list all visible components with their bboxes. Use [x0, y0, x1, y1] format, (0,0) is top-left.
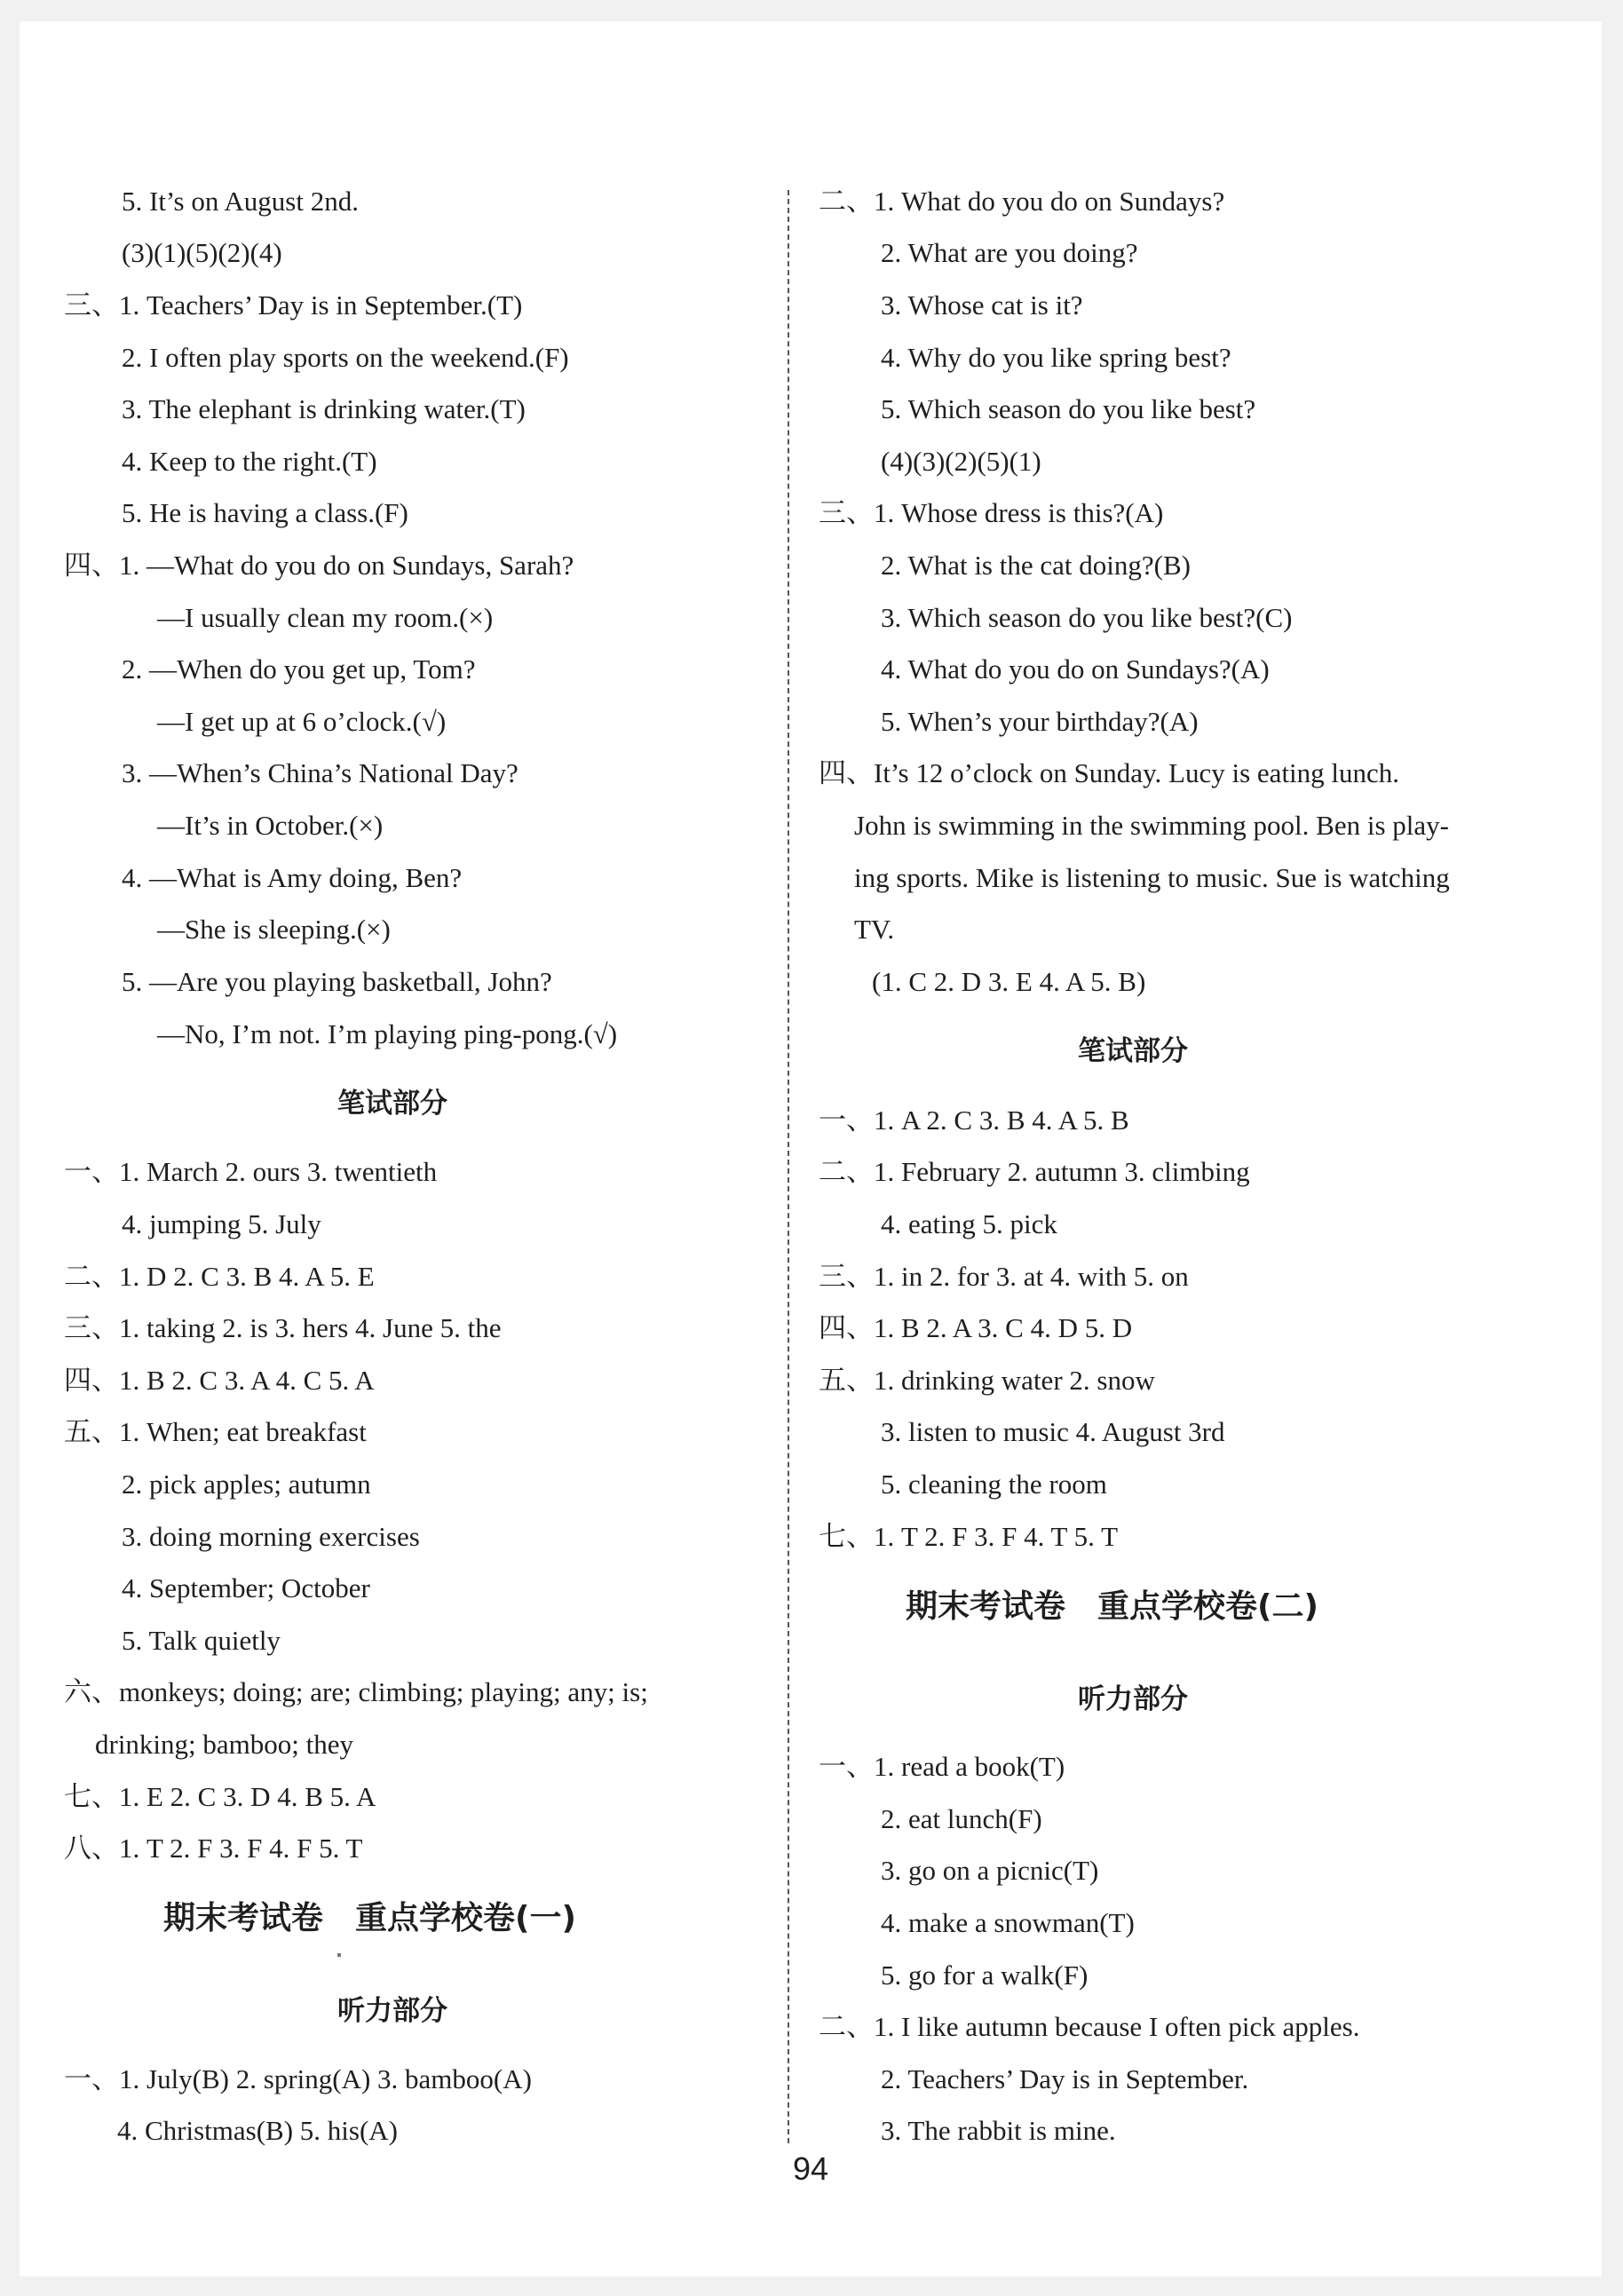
- answer-line: 三、1. Teachers’ Day is in September.(T): [64, 289, 523, 321]
- answer-line: 4. jumping 5. July: [122, 1208, 321, 1239]
- answer-line: 二、1. February 2. autumn 3. climbing: [819, 1156, 1250, 1187]
- answer-line: 3. listen to music 4. August 3rd: [881, 1416, 1225, 1447]
- answer-line: 七、1. E 2. C 3. D 4. B 5. A: [64, 1781, 376, 1812]
- answer-line: 一、1. read a book(T): [819, 1751, 1065, 1782]
- answer-line: 2. Teachers’ Day is in September.: [881, 2063, 1249, 2094]
- answer-line: 4. September; October: [122, 1572, 370, 1603]
- column-divider: [788, 190, 789, 2143]
- answer-line: 4. make a snowman(T): [881, 1907, 1135, 1938]
- answer-line: 一、1. March 2. ours 3. twentieth: [64, 1156, 438, 1187]
- answer-line: 5. It’s on August 2nd.: [122, 186, 359, 217]
- answer-line: 3. Whose cat is it?: [881, 289, 1083, 321]
- answer-line: 5. He is having a class.(F): [122, 497, 408, 528]
- answer-line: 2. eat lunch(F): [881, 1803, 1042, 1834]
- answer-line: 5. cleaning the room: [881, 1469, 1107, 1500]
- answer-line: —I get up at 6 o’clock.(√): [157, 706, 447, 737]
- answer-line: John is swimming in the swimming pool. Ben is play-: [854, 810, 1449, 841]
- answer-line: 二、1. What do you do on Sundays?: [819, 186, 1225, 217]
- answer-line: 5. Which season do you like best?: [881, 393, 1256, 424]
- exam-title: 期末考试卷 重点学校卷(一): [163, 1900, 576, 1936]
- answer-line: 七、1. T 2. F 3. F 4. T 5. T: [819, 1521, 1119, 1552]
- answer-line: 3. Which season do you like best?(C): [881, 602, 1293, 633]
- answer-line: 3. The elephant is drinking water.(T): [122, 393, 526, 424]
- answer-line: 三、1. in 2. for 3. at 4. with 5. on: [819, 1261, 1189, 1292]
- exam-title: 期末考试卷 重点学校卷(二): [906, 1588, 1318, 1625]
- answer-line: ing sports. Mike is listening to music. Sue is watching: [854, 862, 1450, 893]
- answer-line: (3)(1)(5)(2)(4): [122, 237, 282, 268]
- answer-line: 5. —Are you playing basketball, John?: [122, 966, 552, 997]
- answer-line: 5. When’s your birthday?(A): [881, 706, 1199, 737]
- answer-line: 一、1. July(B) 2. spring(A) 3. bamboo(A): [64, 2063, 532, 2094]
- answer-line: 5. Talk quietly: [122, 1625, 281, 1656]
- answer-line: 2. pick apples; autumn: [122, 1469, 371, 1500]
- answer-line: 2. —When do you get up, Tom?: [122, 653, 476, 685]
- answer-line: 2. What are you doing?: [881, 237, 1138, 268]
- answer-line: 五、1. When; eat breakfast: [64, 1416, 367, 1447]
- answer-line: —It’s in October.(×): [157, 810, 384, 841]
- section-heading: 听力部分: [1078, 1683, 1188, 1715]
- answer-line: 2. I often play sports on the weekend.(F): [122, 342, 569, 373]
- answer-line: 四、1. B 2. A 3. C 4. D 5. D: [819, 1312, 1133, 1343]
- answer-line: 五、1. drinking water 2. snow: [819, 1365, 1155, 1396]
- answer-line: 四、1. —What do you do on Sundays, Sarah?: [64, 550, 574, 581]
- answer-line: —I usually clean my room.(×): [157, 602, 494, 633]
- answer-line: 三、1. Whose dress is this?(A): [819, 497, 1164, 528]
- answer-page: [20, 21, 1602, 2276]
- answer-line: 4. eating 5. pick: [881, 1208, 1057, 1239]
- answer-line: 3. —When’s China’s National Day?: [122, 757, 519, 788]
- answer-line: (1. C 2. D 3. E 4. A 5. B): [872, 966, 1146, 997]
- answer-line: 八、1. T 2. F 3. F 4. F 5. T: [64, 1833, 363, 1864]
- section-heading: 笔试部分: [337, 1088, 447, 1120]
- answer-line: 2. What is the cat doing?(B): [881, 550, 1191, 581]
- answer-line: 一、1. A 2. C 3. B 4. A 5. B: [819, 1104, 1129, 1136]
- answer-line: TV.: [854, 914, 895, 945]
- answer-line: —No, I’m not. I’m playing ping-pong.(√): [157, 1018, 618, 1049]
- answer-line: 4. What do you do on Sundays?(A): [881, 653, 1270, 685]
- answer-line: drinking; bamboo; they: [95, 1729, 354, 1760]
- answer-line: 4. Christmas(B) 5. his(A): [117, 2115, 399, 2146]
- page-number: 94: [792, 2150, 829, 2187]
- answer-line: 3. The rabbit is mine.: [881, 2115, 1116, 2146]
- answer-line: 3. doing morning exercises: [122, 1521, 420, 1552]
- answer-line: 4. —What is Amy doing, Ben?: [122, 862, 463, 893]
- answer-line: 四、It’s 12 o’clock on Sunday. Lucy is eating lunch.: [819, 757, 1400, 788]
- section-heading: 笔试部分: [1078, 1035, 1188, 1067]
- answer-line: 4. Keep to the right.(T): [122, 446, 377, 477]
- answer-line: 3. go on a picnic(T): [881, 1855, 1099, 1886]
- answer-line: 四、1. B 2. C 3. A 4. C 5. A: [64, 1365, 375, 1396]
- answer-line: 六、monkeys; doing; are; climbing; playing; any; is;: [64, 1676, 648, 1707]
- answer-line: —She is sleeping.(×): [157, 914, 391, 945]
- section-heading: 听力部分: [337, 1995, 447, 2027]
- answer-line: (4)(3)(2)(5)(1): [881, 446, 1041, 477]
- answer-line: 二、1. I like autumn because I often pick apples.: [819, 2011, 1360, 2042]
- answer-line: 三、1. taking 2. is 3. hers 4. June 5. the: [64, 1312, 502, 1343]
- answer-line: 二、1. D 2. C 3. B 4. A 5. E: [64, 1261, 375, 1292]
- answer-line: 4. Why do you like spring best?: [881, 342, 1231, 373]
- print-mark: [337, 1953, 341, 1957]
- answer-line: 5. go for a walk(F): [881, 1960, 1089, 1991]
